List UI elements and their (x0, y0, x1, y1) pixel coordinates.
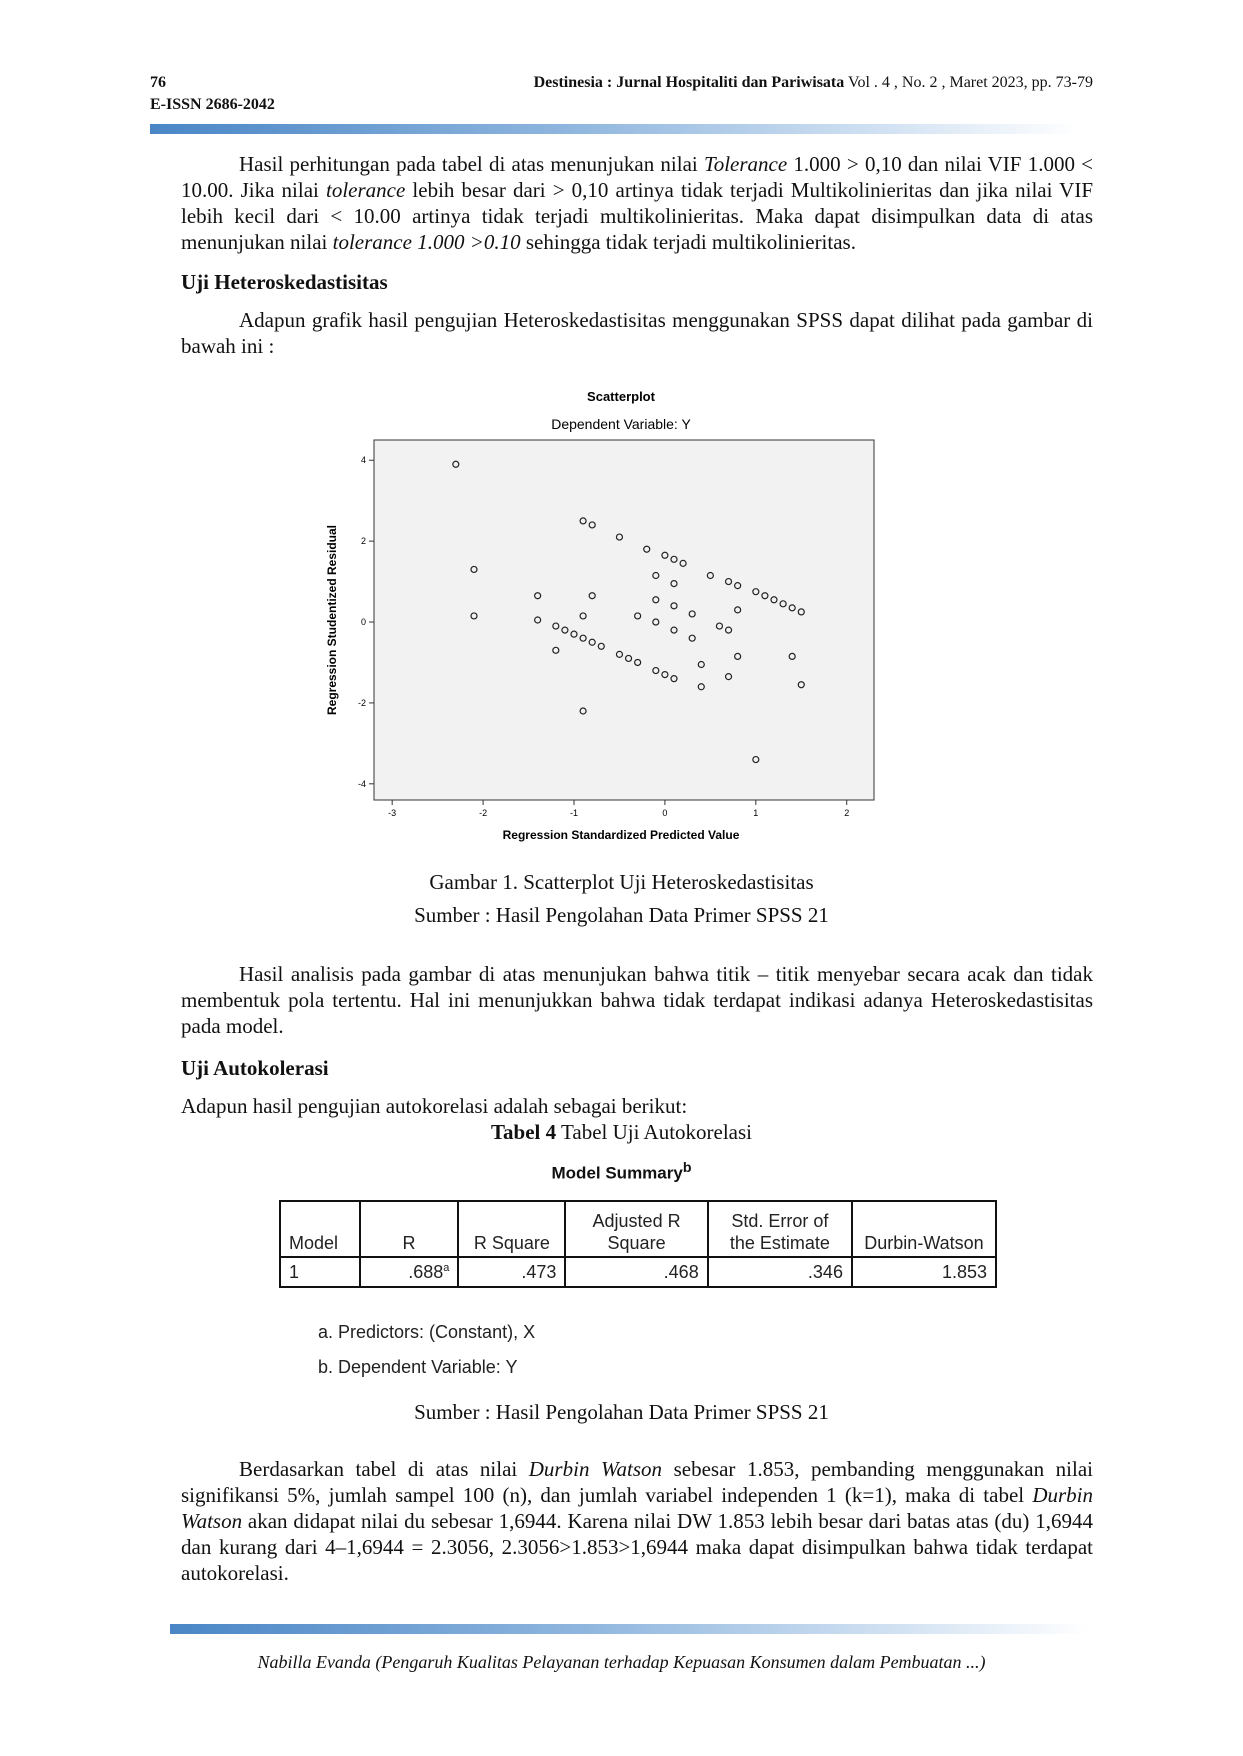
paragraph-multikolinieritas: Hasil perhitungan pada tabel di atas menunjukan nilai Tolerance 1.000 > 0,10 dan nilai VIF 1.000 < 10.00. Jika nilai tolerance lebih besar dari > 0,10 artinya tidak terjadi Multikolinieritas dan jika nilai VIF lebih kecil dari < 10.00 artinya tidak terjadi multikolinieritas. Maka dapat disimpulkan data di atas menunjukan nilai tolerance 1.000 >0.10 sehingga tidak terjadi multikolinieritas. (181, 152, 1094, 254)
x-tick-label: -1 (569, 808, 579, 818)
col-durbin-watson: Durbin-Watson (852, 1201, 996, 1257)
plot-area (374, 440, 874, 800)
x-tick-label: -2 (479, 808, 488, 818)
table-row (280, 1257, 996, 1287)
x-axis-label: Regression Standardized Predicted Value (502, 828, 740, 842)
col-std-error: Std. Error of the Estimate (708, 1201, 852, 1257)
issn: E-ISSN 2686-2042 (150, 96, 275, 113)
page-number: 76 (150, 74, 166, 91)
x-tick-label: 0 (662, 808, 668, 818)
y-tick-label: -2 (357, 697, 366, 708)
paragraph-auto-intro: Adapun hasil pengujian autokorelasi adalah sebagai berikut: (181, 1094, 688, 1118)
figure-source: Sumber : Hasil Pengolahan Data Primer SPSS 21 (414, 903, 829, 927)
journal-name: Destinesia : Jurnal Hospitaliti dan Pariwisata (533, 74, 845, 91)
x-tick-label: 1 (753, 808, 759, 818)
paragraph-hetero-intro: Adapun grafik hasil pengujian Heteroskedastisitas menggunakan SPSS dapat dilihat pada gambar di bawah ini : (181, 308, 1093, 358)
y-tick-label: -4 (357, 778, 366, 789)
cell-model: 1 (280, 1257, 360, 1287)
model-summary-table (279, 1200, 997, 1288)
cell-r: .688$^a$ (360, 1257, 459, 1287)
figure-caption: Gambar 1. Scatterplot Uji Heteroskedastisitas (429, 870, 814, 894)
y-tick-label: 0 (360, 617, 366, 628)
header-band (150, 124, 1080, 134)
y-axis-label: Regression Studentized Residual (325, 524, 339, 716)
y-tick-label: 4 (360, 455, 366, 466)
table-note-a: a. Predictors: (Constant), X (318, 1322, 536, 1342)
chart-title: Scatterplot (587, 389, 655, 404)
y-tick-label: 2 (360, 536, 366, 547)
col-r: R (360, 1201, 459, 1257)
table-note-b: b. Dependent Variable: Y (318, 1357, 518, 1377)
cell-adj-r-square: .468 (565, 1257, 707, 1287)
paragraph-hetero-result: Hasil analisis pada gambar di atas menunjukan bahwa titik – titik menyebar secara acak dan tidak membentuk pola tertentu. Hal ini menunjukkan bahwa tidak terdapat indikasi adanya Heteroskedastisitas pada model. (181, 962, 1093, 1038)
col-r-square: R Square (458, 1201, 565, 1257)
table-source: Sumber : Hasil Pengolahan Data Primer SPSS 21 (414, 1400, 829, 1424)
col-model: Model (280, 1201, 360, 1257)
table-caption: Tabel 4 Tabel Uji Autokorelasi (490, 1120, 753, 1144)
heading-heteroskedastisitas: Uji Heteroskedastisitas (181, 270, 388, 294)
chart-subtitle: Dependent Variable: Y (551, 416, 691, 432)
footer-citation: Nabilla Evanda (Pengaruh Kualitas Pelayanan terhadap Kepuasan Konsumen dalam Pembuatan ...) (257, 1652, 986, 1672)
cell-durbin-watson: 1.853 (852, 1257, 996, 1287)
journal-header (534, 74, 1093, 92)
journal-volume: Vol . 4 , No. 2 , Maret 2023, pp. 73-79 (847, 74, 1093, 91)
scatterplot-chart (320, 380, 880, 850)
cell-r-square: .473 (458, 1257, 565, 1287)
x-tick-label: 2 (844, 808, 850, 818)
model-summary-title: Model Summary$^b$ (551, 1160, 692, 1183)
x-tick-label: -3 (388, 808, 397, 818)
heading-autokolerasi: Uji Autokolerasi (181, 1056, 329, 1080)
cell-std-error: .346 (708, 1257, 852, 1287)
footer-band (170, 1624, 1090, 1634)
col-adjusted-r-square: Adjusted R Square (565, 1201, 707, 1257)
paragraph-durbin-watson: Berdasarkan tabel di atas nilai Durbin Watson sebesar 1.853, pembanding menggunakan nilai signifikansi 5%, jumlah sampel 100 (n), dan jumlah variabel independen 1 (k=1), maka di tabel Durbin Watson akan didapat nilai du sebesar 1,6944. Karena nilai DW 1.853 lebih besar dari batas atas (du) 1,6944 dan kurang dari 4–1,6944 = 2.3056, 2.3056>1.853>1,6944 maka dapat disimpulkan bahwa tidak terdapat autokorelasi. (181, 1457, 1093, 1585)
